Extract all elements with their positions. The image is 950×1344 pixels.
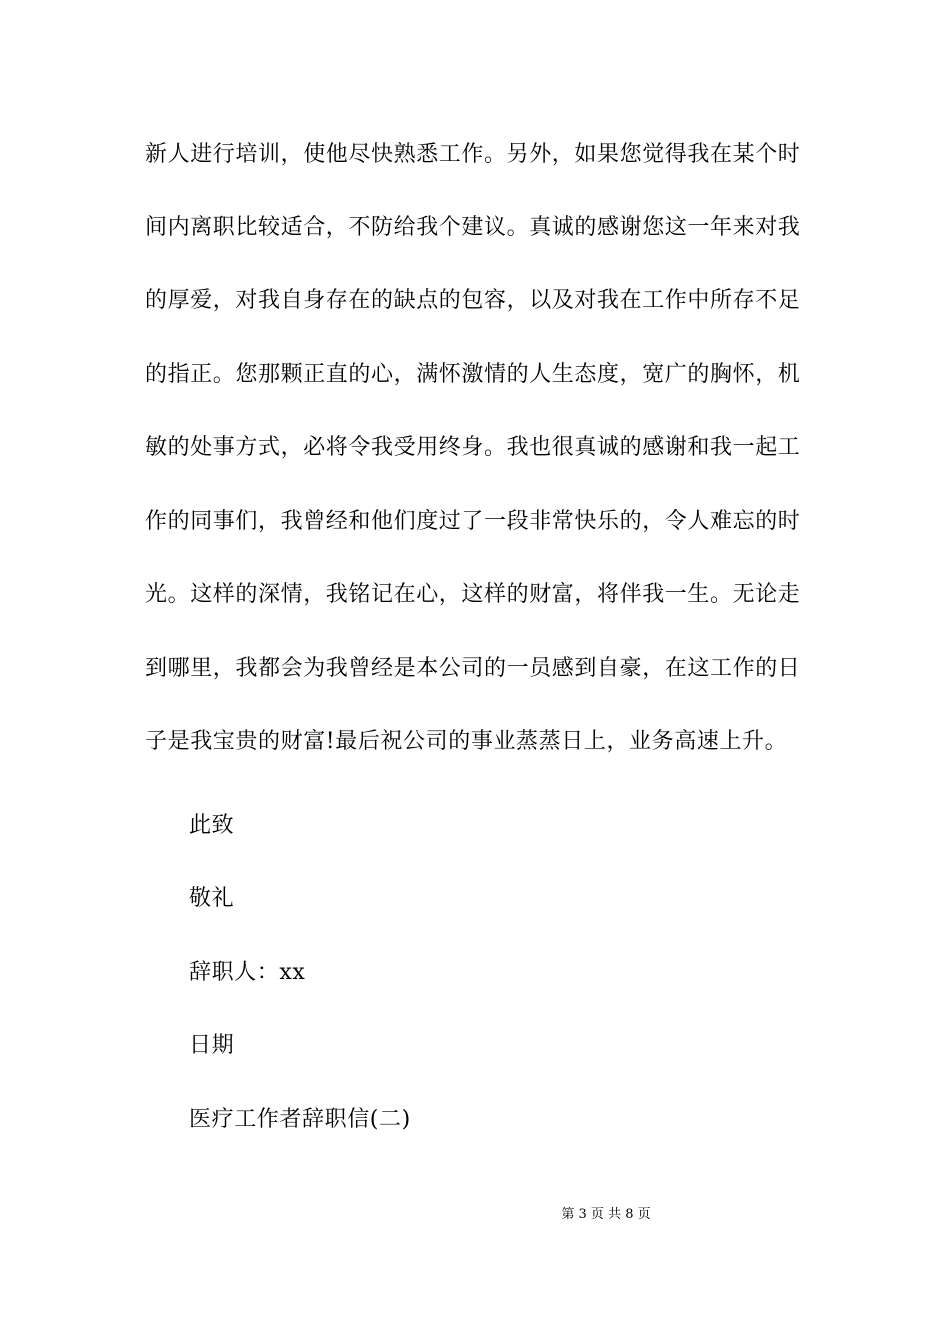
salute-text: 敬礼 — [189, 886, 235, 911]
paragraph-line-1: 新人进行培训，使他尽快熟悉工作。另外，如果您觉得我在某个时 — [145, 142, 801, 167]
paragraph-line-6: 作的同事们，我曾经和他们度过了一段非常快乐的，令人难忘的时 — [145, 509, 801, 534]
closing-text: 此致 — [189, 813, 235, 838]
signature-line: 辞职人：xx — [189, 960, 306, 985]
page-footer — [0, 1206, 950, 1224]
paragraph-line-2: 间内离职比较适合，不防给我个建议。真诚的感谢您这一年来对我 — [145, 215, 801, 240]
date-label: 日期 — [189, 1033, 235, 1058]
paragraph-line-7: 光。这样的深情，我铭记在心，这样的财富，将伴我一生。无论走 — [145, 582, 801, 607]
paragraph-line-4: 的指正。您那颗正直的心，满怀激情的人生态度，宽广的胸怀，机 — [145, 362, 801, 387]
next-section-title: 医疗工作者辞职信(二) — [189, 1107, 411, 1132]
paragraph-line-9: 子是我宝贵的财富!最后祝公司的事业蒸蒸日上，业务高速上升。 — [145, 729, 788, 754]
paragraph-line-5: 敏的处事方式，必将令我受用终身。我也很真诚的感谢和我一起工 — [145, 435, 801, 460]
paragraph-line-8: 到哪里，我都会为我曾经是本公司的一员感到自豪，在这工作的日 — [145, 656, 801, 681]
paragraph-line-3: 的厚爱，对我自身存在的缺点的包容，以及对我在工作中所存不足 — [145, 288, 801, 313]
page-number-text: 第 3 页 共 8 页 — [561, 1207, 651, 1222]
